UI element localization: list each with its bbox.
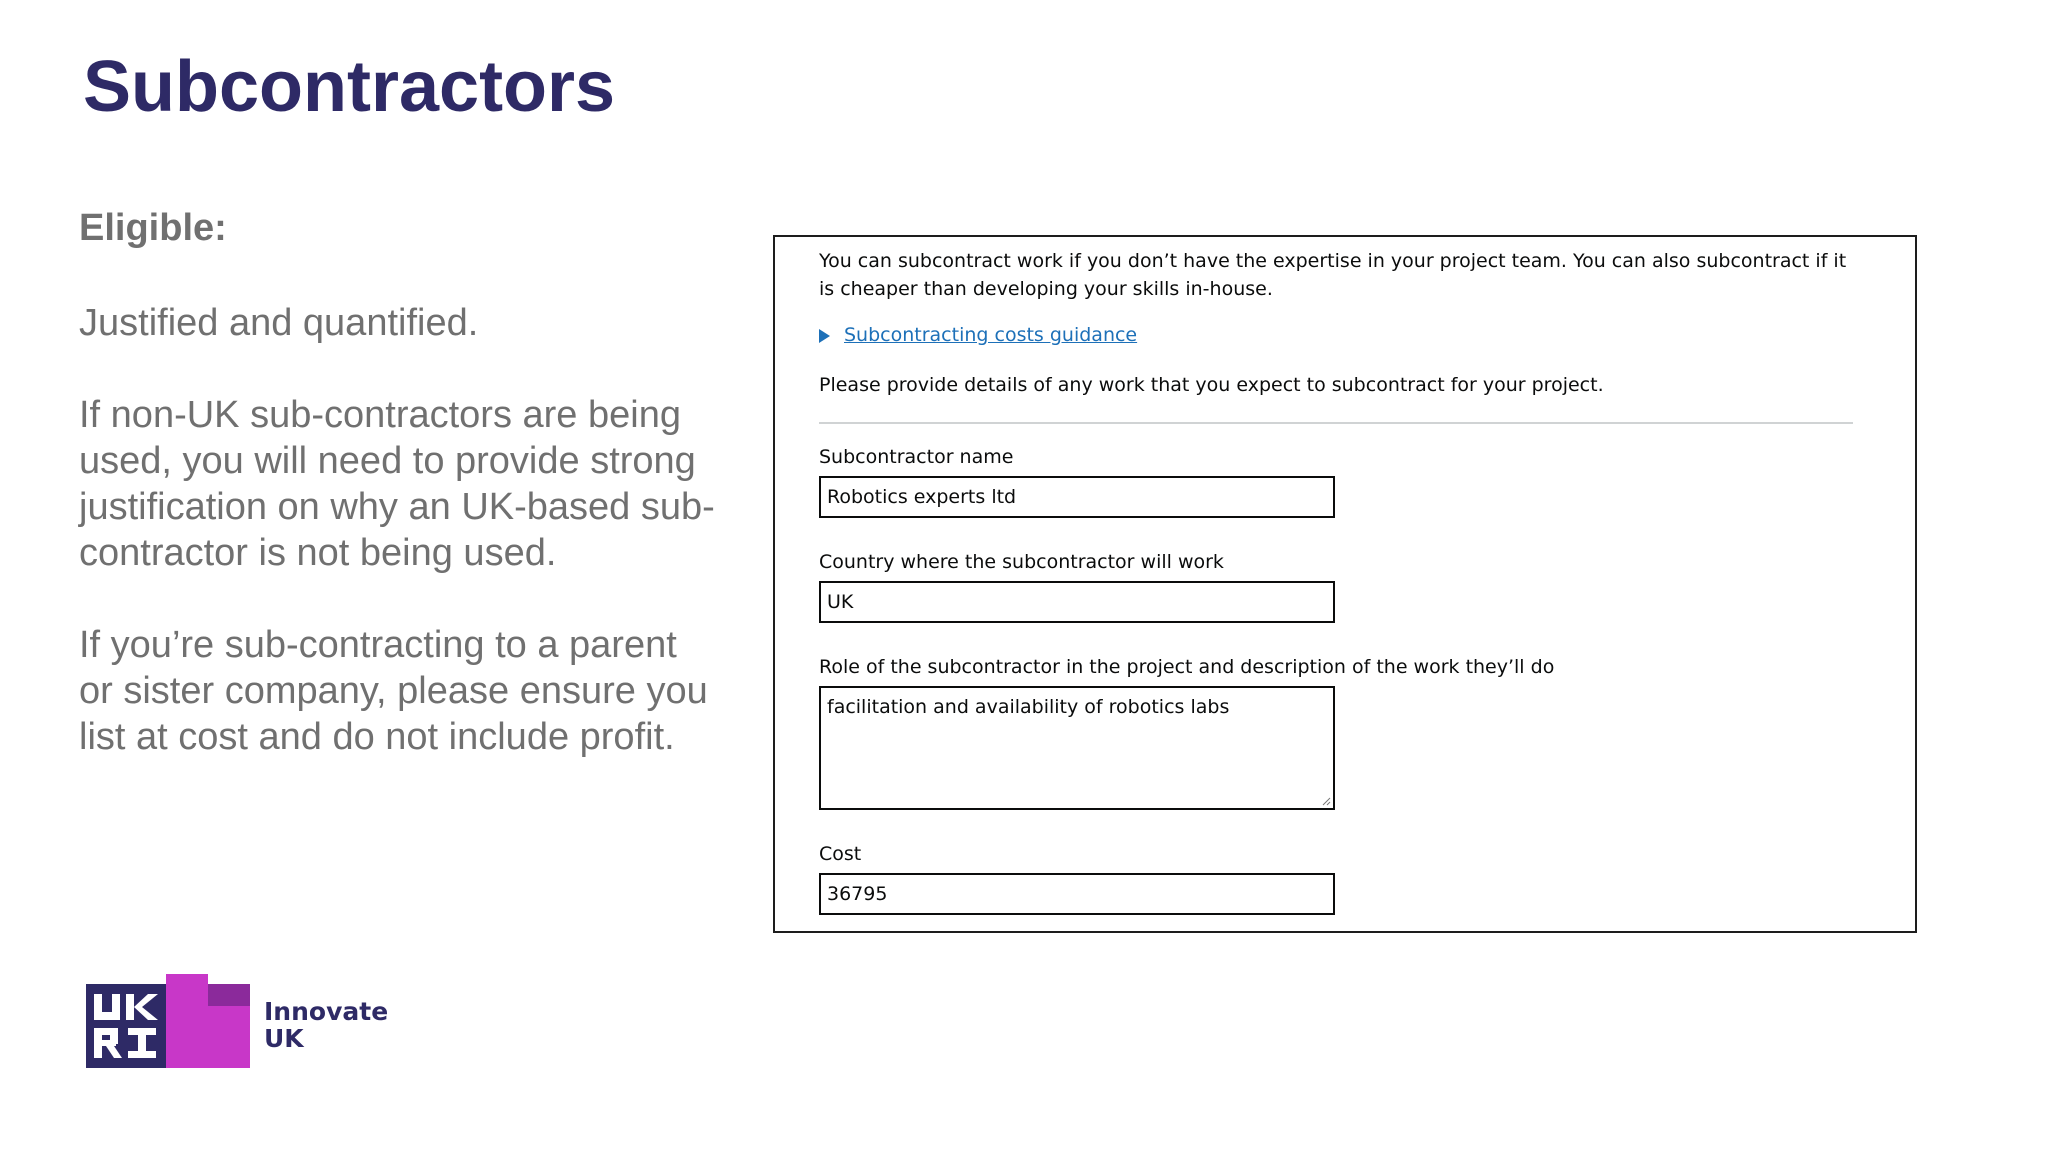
section-divider <box>819 422 1853 424</box>
guidance-link[interactable]: Subcontracting costs guidance <box>844 324 1138 346</box>
note-parent-company: If you’re sub-contracting to a parent or sister company, please ensure you list at cost and do not include profit. <box>79 624 708 758</box>
country-label: Country where the subcontractor will work <box>819 551 1224 573</box>
subcontractor-form-screenshot <box>773 235 1917 933</box>
eligible-heading: Eligible: <box>79 207 227 249</box>
subcontractor-name-input[interactable] <box>819 476 1335 518</box>
role-textarea[interactable] <box>819 686 1335 810</box>
cost-label: Cost <box>819 843 862 865</box>
note-non-uk: If non-UK sub-contractors are being used, you will need to provide strong justification on why an UK-based sub-contractor is not being used. <box>79 394 715 574</box>
note-justified: Justified and quantified. <box>79 302 479 344</box>
caret-right-icon[interactable] <box>819 329 830 343</box>
form-intro: You can subcontract work if you don’t have the expertise in your project team. You can also subcontract if it is cheaper than developing your skills in-house. <box>819 250 1847 300</box>
country-input[interactable] <box>819 581 1335 623</box>
role-label: Role of the subcontractor in the project and description of the work they’ll do <box>819 656 1555 678</box>
guidance-details[interactable] <box>819 321 1137 349</box>
subcontractor-name-label: Subcontractor name <box>819 446 1014 468</box>
resize-grip-icon[interactable] <box>1321 796 1331 806</box>
cost-input[interactable] <box>819 873 1335 915</box>
eligibility-notes <box>79 200 719 806</box>
form-instruction: Please provide details of any work that you expect to subcontract for your project. <box>819 374 1604 396</box>
slide-title: Subcontractors <box>83 47 616 127</box>
logo-line-2: UK <box>264 1024 304 1053</box>
logo-line-1: Innovate <box>264 997 389 1026</box>
innovate-uk-wordmark <box>264 998 388 1052</box>
